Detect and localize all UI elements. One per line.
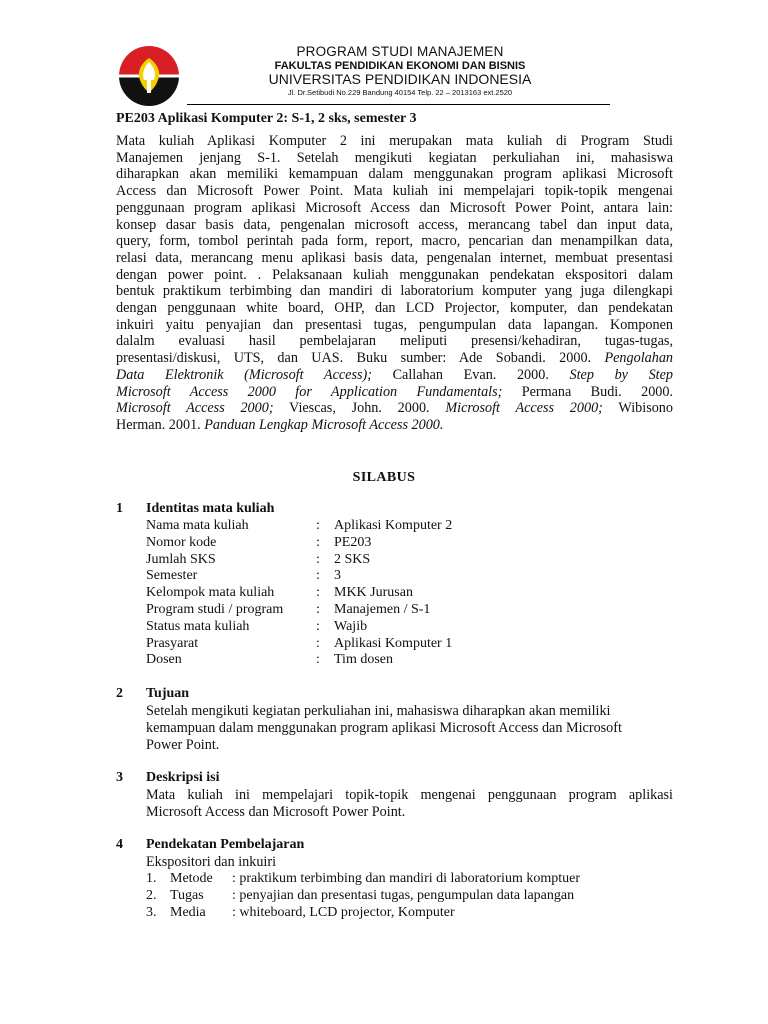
- section-number: 3: [116, 770, 123, 785]
- intro-paragraph: [116, 133, 673, 434]
- method-number: 2.: [146, 888, 157, 903]
- identity-label: Program studi / program: [146, 601, 284, 617]
- identity-colon: :: [316, 652, 320, 668]
- intro-line: dalalm evaluasi hasil pembelajaran meliputi presensi/kehadiran, tugas-tugas,: [116, 333, 673, 350]
- book-author: Callahan Evan. 2000.: [392, 366, 549, 383]
- course-title: PE203 Aplikasi Komputer 2: S-1, 2 sks, semester 3: [116, 111, 417, 126]
- intro-line: bentuk praktikum terbimbing dan mandiri di laboratorium komputer yang juga dilengkapi: [116, 283, 673, 300]
- intro-line: Manajemen jenjang S-1. Setelah mengikuti kegiatan perkuliahan ini, mahasiswa: [116, 149, 673, 166]
- book-author: Wibisono: [618, 400, 673, 417]
- section-number: 1: [116, 501, 123, 516]
- identity-value: Wajib: [334, 618, 368, 634]
- method-desc: : praktikum terbimbing dan mandiri di laboratorium komptuer: [232, 871, 580, 886]
- identity-value: 3: [334, 568, 341, 584]
- identity-colon: :: [316, 568, 320, 584]
- intro-line: query, form, tombol perintah pada form, report, macro, pencarian dan menampilkan data,: [116, 233, 673, 250]
- book-title: Pengolahan: [604, 350, 674, 367]
- tujuan-text: [146, 703, 673, 754]
- tujuan-line: Setelah mengikuti kegiatan perkuliahan ini, mahasiswa diharapkan akan memiliki: [146, 703, 611, 719]
- method-number: 3.: [146, 905, 157, 920]
- header-divider: [187, 104, 610, 105]
- intro-line: [116, 384, 673, 401]
- identity-label: Nomor kode: [146, 534, 217, 550]
- program-title: PROGRAM STUDI MANAJEMEN: [296, 44, 504, 59]
- intro-text: presentasi/diskusi, UTS, dan UAS. Buku sumber: Ade Sobandi. 2000.: [116, 350, 592, 367]
- book-title: Data Elektronik (Microsoft Access);: [116, 366, 372, 383]
- section-title: Tujuan: [146, 686, 190, 701]
- section-title: Pendekatan Pembelajaran: [146, 837, 305, 852]
- book-title: Step by Step: [569, 366, 674, 383]
- intro-line: [116, 367, 673, 384]
- book-author: Permana Budi. 2000.: [521, 383, 674, 400]
- identity-label: Prasyarat: [146, 635, 199, 651]
- identity-colon: :: [316, 534, 320, 550]
- book-title: Microsoft Access 2000;: [445, 400, 603, 417]
- pendekatan-intro: Ekspositori dan inkuiri: [146, 854, 277, 870]
- section-title: Identitas mata kuliah: [146, 501, 275, 516]
- identity-value: PE203: [334, 534, 372, 550]
- method-name: Metode: [170, 871, 213, 886]
- section-title: Deskripsi isi: [146, 770, 220, 785]
- identity-label: Status mata kuliah: [146, 618, 250, 634]
- intro-line: [116, 350, 673, 367]
- identity-colon: :: [316, 618, 320, 634]
- identity-label: Semester: [146, 568, 198, 584]
- method-desc: : whiteboard, LCD projector, Komputer: [232, 905, 455, 920]
- intro-line: inkuiri yaitu penyajian dan presentasi tugas, pengumpulan data lapangan. Komponen: [116, 316, 673, 333]
- intro-line: Mata kuliah Aplikasi Komputer 2 ini merupakan mata kuliah di Program Studi: [116, 133, 673, 149]
- identity-value: Aplikasi Komputer 1: [334, 635, 453, 651]
- method-name: Media: [170, 905, 206, 920]
- intro-line: penggunaan program aplikasi Microsoft Access dan Microsoft Power Point, antara lain:: [116, 199, 673, 216]
- intro-line: [116, 417, 673, 434]
- identity-value: Tim dosen: [334, 652, 394, 668]
- deskripsi-line: Mata kuliah ini mempelajari topik-topik mengenai penggunaan program aplikasi: [146, 787, 673, 803]
- identity-colon: :: [316, 635, 320, 651]
- identity-value: Aplikasi Komputer 2: [334, 518, 453, 533]
- tujuan-line: kemampuan dalam menggunakan program aplikasi Microsoft Access dan Microsoft: [146, 720, 622, 736]
- book-title: Microsoft Access 2000;: [116, 400, 274, 417]
- identity-value: Manajemen / S-1: [334, 601, 431, 617]
- book-title: Microsoft Access 2000 for Application Fundamentals;: [116, 383, 503, 400]
- address-line: Jl. Dr.Setibudi No.229 Bandung 40154 Telp. 22 – 2013163 ext.2520: [287, 88, 513, 97]
- book-author: Herman. 2001.: [116, 416, 201, 433]
- deskripsi-line: Microsoft Access dan Microsoft Power Point.: [146, 804, 406, 820]
- identity-label: Nama mata kuliah: [146, 518, 249, 533]
- intro-line: Access dan Microsoft Power Point. Mata kuliah ini mempelajari topik-topik mengenai: [116, 183, 673, 200]
- method-number: 1.: [146, 871, 157, 886]
- faculty-title: FAKULTAS PENDIDIKAN EKONOMI DAN BISNIS: [274, 60, 526, 72]
- tujuan-line: Power Point.: [146, 737, 220, 753]
- book-title: Panduan Lengkap Microsoft Access 2000.: [204, 416, 444, 433]
- identity-value: MKK Jurusan: [334, 585, 413, 601]
- university-title: UNIVERSITAS PENDIDIKAN INDONESIA: [268, 71, 532, 87]
- intro-line: dengan penggunaan white board, OHP, dan LCD Projector, komputer, dan pendekatan: [116, 300, 673, 317]
- university-logo-icon: [116, 46, 182, 106]
- intro-line: relasi data, merancang menu aplikasi basis data, pengenalan internet, membuat presentasi: [116, 249, 673, 266]
- section-number: 2: [116, 686, 123, 701]
- logo-pillar: [147, 79, 151, 93]
- intro-line: diharapkan akan memiliki kemampuan dalam menggunakan program aplikasi Microsoft: [116, 166, 673, 183]
- method-desc: : penyajian dan presentasi tugas, pengumpulan data lapangan: [232, 888, 575, 903]
- method-name: Tugas: [170, 888, 204, 903]
- identity-colon: :: [316, 585, 320, 601]
- section-number: 4: [116, 837, 123, 852]
- identity-value: 2 SKS: [334, 551, 371, 567]
- identity-colon: :: [316, 518, 320, 533]
- book-author: Viescas, John. 2000.: [289, 400, 430, 417]
- intro-line: [116, 400, 673, 417]
- identity-colon: :: [316, 551, 320, 567]
- silabus-heading: SILABUS: [352, 470, 416, 485]
- deskripsi-text: [146, 787, 673, 821]
- intro-line: dengan power point. . Pelaksanaan kuliah menggunakan pendekatan ekspositori dalam: [116, 266, 673, 283]
- identity-label: Kelompok mata kuliah: [146, 585, 275, 601]
- intro-line: konsep dasar basis data, pengenalan microsoft access, merancang tabel dan input data,: [116, 216, 673, 233]
- identity-label: Dosen: [146, 652, 182, 668]
- identity-label: Jumlah SKS: [146, 551, 216, 567]
- identity-colon: :: [316, 601, 320, 617]
